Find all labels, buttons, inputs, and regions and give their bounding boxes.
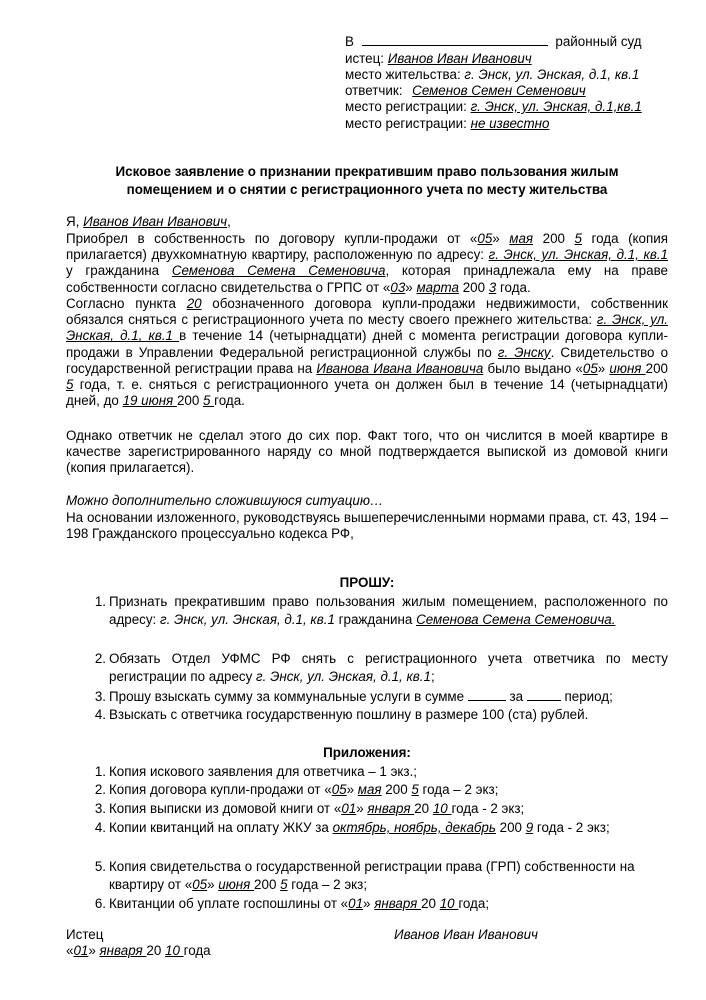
court-name-blank	[362, 33, 548, 46]
contract-paragraph: Согласно пункта 20 обозначенного договора купли-продажи недвижимости, собственник обязался сняться с регистрационного учета по месту своего прежнего жительства: г. Энск, ул. Энская, д.1, кв.1 в течение 14 (четырнадцати) дней с момента регистрации договора купли-продажи в Управлении Федеральной регистрационной службы по г. Энску. Свидетельство о государственной регистрации права на Иванова Ивана Ивановича было выдано «05» июня 200 5 года, т. е. сняться с регистрационного учета он должен был в течение 14 (четырнадцати) дней, до 19 июня 200 5 года.	[66, 296, 669, 409]
signature-date: «01» января 20 10 года	[66, 943, 211, 958]
request-heading: ПРОШУ:	[339, 575, 395, 590]
amount-blank	[468, 688, 506, 701]
registration2-value: не известно	[470, 116, 550, 131]
request-item: 2. Обязать Отдел УФМС РФ снять с регистрационного учета ответчика по месту регистрации по адресу г. Энск, ул. Энская, д.1, кв.1;	[94, 651, 668, 684]
purchase-paragraph: Приобрел в собственность по договору купли-продажи от «05» мая 200 5 года (копия прилагается) двухкомнатную квартиру, расположенную по адресу: г. Энск, ул. Энская, д.1, кв.1 у гражданина Семенова Семена Семеновича, которая принадлежала ему на праве собственности согласно свидетельства о ГРПС от «03» марта 200 3 года.	[66, 231, 668, 295]
intro-paragraph: Я, Иванов Иван Иванович,	[66, 214, 231, 229]
attachment-item: 3. Копия выписки из домовой книги от «01» января 20 10 года - 2 экз;	[94, 801, 525, 816]
optional-note: Можно дополнительно сложившуюся ситуацию…	[66, 493, 384, 508]
signature-name: Иванов Иван Иванович	[394, 927, 538, 942]
defendant-failure-paragraph: Однако ответчик не сделал этого до сих пор. Факт того, что он числится в моей квартире в качестве зарегистрированного наряду со мной подтверждается выпиской из домовой книги (копия прилагается).	[66, 428, 668, 476]
plaintiff-line: истец: Иванов Иван Иванович	[345, 51, 532, 66]
request-item: 3. Прошу взыскать сумму за коммунальные услуги в сумме за период;	[94, 689, 613, 704]
attachment-item: 2. Копия договора купли-продажи от «05» мая 200 5 года – 2 экз;	[94, 782, 499, 797]
attachment-item: 1. Копия искового заявления для ответчика – 1 экз.;	[94, 764, 418, 779]
defendant-name: Семенов Семен Семенович	[412, 83, 586, 98]
plaintiff-name: Иванов Иван Иванович	[387, 51, 532, 66]
attachment-item: 4. Копии квитанций на оплату ЖКУ за октябрь, ноябрь, декабрь 200 9 года - 2 экз;	[94, 820, 610, 835]
signature-label: Истец	[66, 927, 104, 942]
residence-value: г. Энск, ул. Энская, д.1, кв.1	[464, 67, 640, 82]
period-blank	[527, 688, 561, 701]
registration2-line: место регистрации: не известно	[345, 116, 550, 131]
registration-value: г. Энск, ул. Энская, д.1,кв.1	[470, 99, 642, 114]
request-item: 1. Признать прекратившим право пользования жилым помещением, расположенного по адресу: г. Энск, ул. Энская, д.1, кв.1 гражданина Семенова Семена Семеновича.	[94, 594, 668, 627]
document-title: Исковое заявление о признании прекратившим право пользования жилым помещением и о снятии с регистрационного учета по месту жительства	[115, 164, 619, 197]
request-item: 4. Взыскать с ответчика государственную пошлину в размере 100 (ста) рублей.	[94, 707, 589, 722]
attachments-heading: Приложения:	[323, 745, 411, 760]
registration-line: место регистрации: г. Энск, ул. Энская, д.1,кв.1	[345, 99, 642, 114]
defendant-line: ответчик: Семенов Семен Семенович	[345, 83, 586, 98]
attachment-item: 5. Копия свидетельства о государственной регистрации права (ГРП) собственности на квартиру от «05» июня 200 5 года – 2 экз;	[94, 859, 635, 892]
attachment-item: 6. Квитанции об уплате госпошлины от «01» января 20 10 года;	[94, 896, 490, 911]
residence-line: место жительства: г. Энск, ул. Энская, д.1, кв.1	[345, 67, 640, 82]
legal-basis-paragraph: На основании изложенного, руководствуясь вышеперечисленными нормами права, ст. 43, 194 – 198 Гражданского процессуально кодекса РФ,	[66, 510, 668, 542]
court-line: В районный суд	[345, 34, 642, 49]
